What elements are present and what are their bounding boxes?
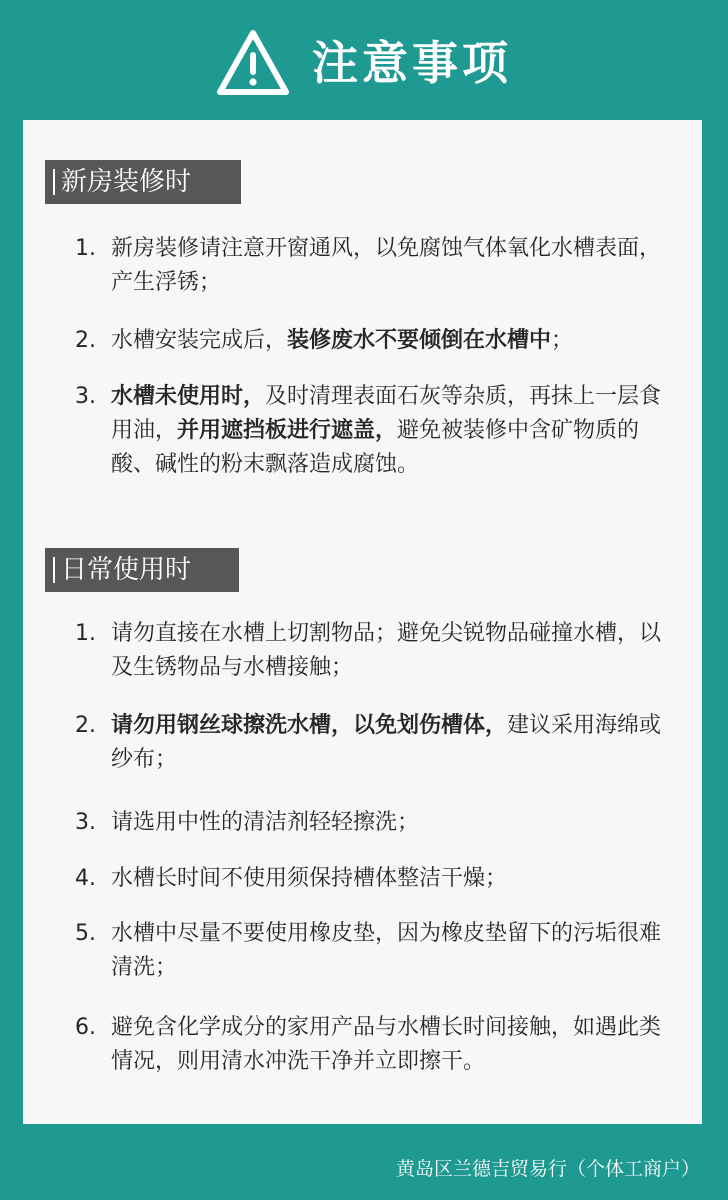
item-text-bold: 并用遮挡板进行遮盖， [177, 418, 398, 443]
item-text-plain: 及时清理表面石灰等杂质，再抹上一层食用油， [111, 384, 662, 443]
section-heading-renovation [45, 160, 241, 204]
item-number: 1. [75, 621, 96, 646]
item-text: 新房装修请注意开窗通风，以免腐蚀气体氧化水槽表面，产生浮锈； [111, 236, 662, 295]
page-header [0, 18, 728, 108]
list-item [75, 1011, 665, 1079]
list-item [75, 617, 665, 685]
item-text-plain: 水槽安装完成后， [111, 328, 288, 353]
section-heading-text: 日常使用时 [61, 555, 192, 585]
notice-card [23, 120, 702, 1124]
item-text: 水槽中尽量不要使用橡皮垫，因为橡皮垫留下的污垢很难清洗； [111, 921, 662, 980]
list-item [75, 380, 665, 482]
heading-bar [53, 557, 55, 583]
item-text [111, 324, 665, 358]
item-text-bold: 水槽未使用时， [111, 384, 266, 409]
item-text-bold: 装修废水不要倾倒在水槽中 [287, 328, 552, 353]
item-number: 5. [75, 921, 96, 946]
item-text: 水槽长时间不使用须保持槽体整洁干燥； [111, 866, 508, 891]
item-number: 3. [75, 384, 96, 409]
item-number: 2. [75, 713, 96, 738]
item-number: 2. [75, 328, 96, 353]
warning-triangle-icon [216, 28, 290, 98]
item-text: 请选用中性的清洁剂轻轻擦洗； [111, 810, 420, 835]
heading-bar [53, 169, 55, 195]
list-item [75, 709, 665, 777]
list-item [75, 232, 665, 300]
list-item [75, 324, 665, 358]
item-text-plain: 建议采用海绵或纱布； [111, 713, 662, 772]
item-text [111, 709, 665, 777]
item-number: 6. [75, 1015, 96, 1040]
list-item [75, 806, 665, 840]
item-text-bold: 请勿用钢丝球擦洗水槽，以免划伤槽体， [111, 713, 508, 738]
item-text-plain: 避免被装修中含矿物质的酸、碱性的粉末飘落造成腐蚀。 [111, 418, 640, 477]
list-item [75, 917, 665, 985]
item-text: 请勿直接在水槽上切割物品；避免尖锐物品碰撞水槽，以及生锈物品与水槽接触； [111, 621, 662, 680]
list-item [75, 862, 665, 896]
section-heading-daily-use [45, 548, 239, 592]
item-number: 3. [75, 810, 96, 835]
page-title: 注意事项 [312, 36, 512, 90]
item-number: 4. [75, 866, 96, 891]
section-heading-text: 新房装修时 [61, 167, 192, 197]
item-text: 避免含化学成分的家用产品与水槽长时间接触，如遇此类情况，则用清水冲洗干净并立即擦干。 [111, 1015, 662, 1074]
item-text [111, 380, 665, 482]
item-number: 1. [75, 236, 96, 261]
footer-company-name: 黄岛区兰德吉贸易行（个体工商户） [395, 1158, 700, 1180]
item-text-plain: ； [551, 328, 574, 353]
